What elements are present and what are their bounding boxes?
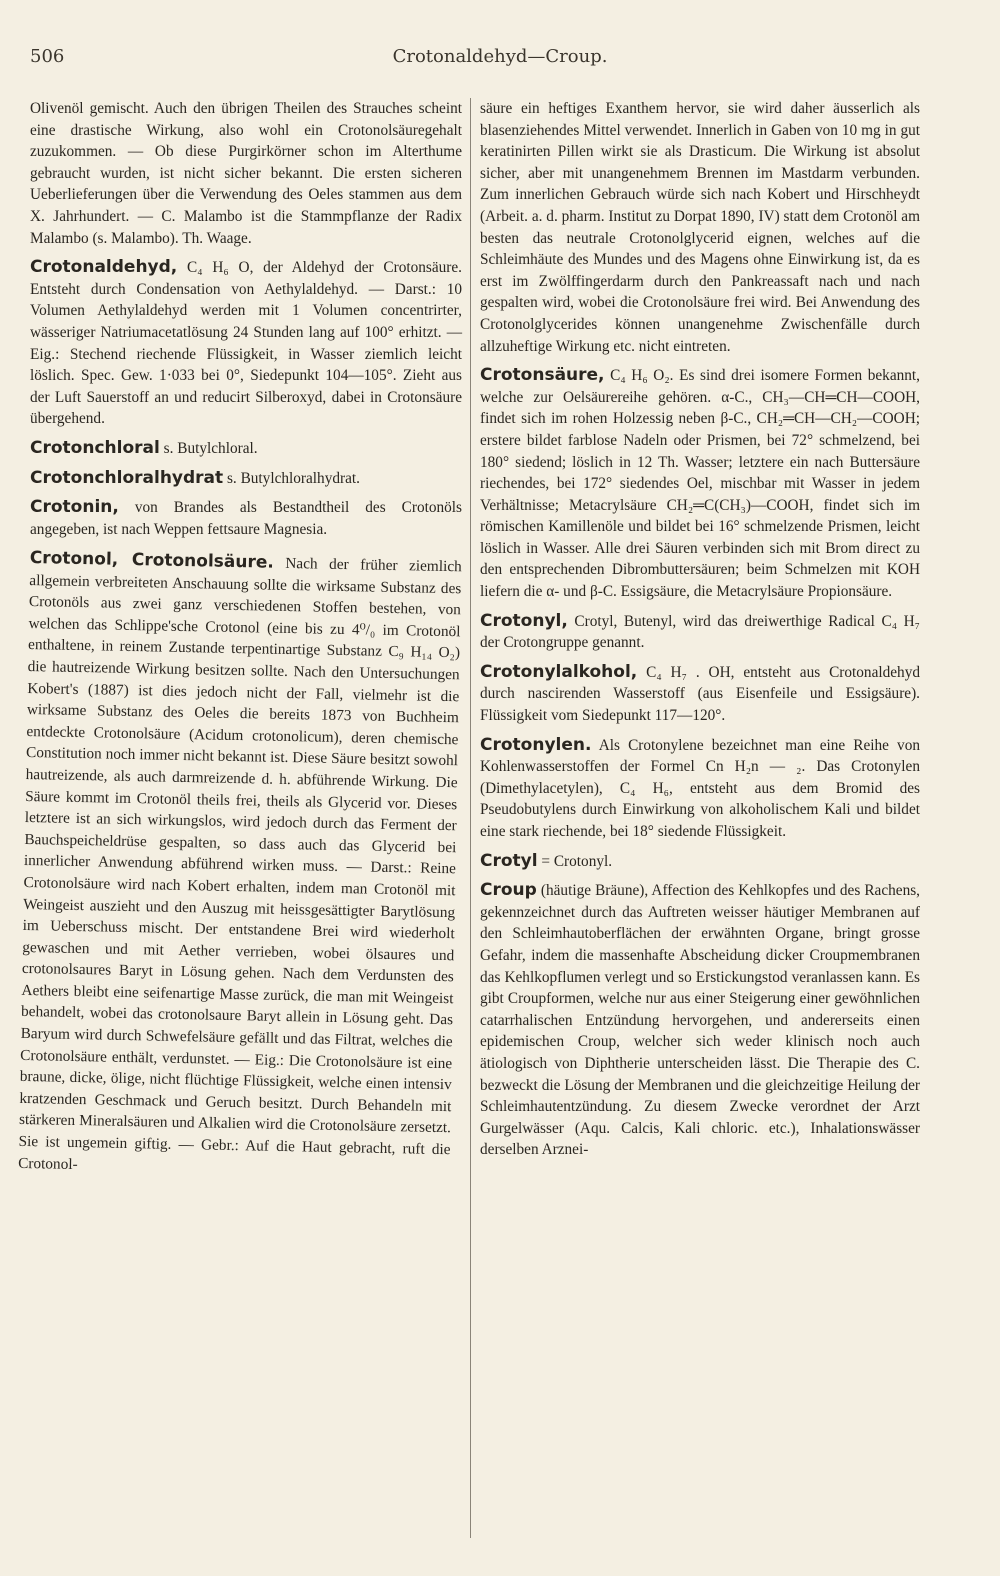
entry-crotonol	[18, 548, 462, 1182]
entry-text: C₄ H₆ O₂. Es sind drei isomere Formen bekannt, welche zur Oelsäurereihe gehören. α-C., CH₃—CH═CH—COOH, findet sich im rohen Holzessig neben β-C., CH₂═CH—CH₂—COOH; erstere bildet farblose Nadeln oder Prismen, bei 72° schmelzend, bei 180° siedend; löslich in 12 Th. Wasser; letztere ein nach Buttersäure riechendes, bei 172° siedendes Oel, mischbar mit Wasser in jedem Verhältnisse; Metacrylsäure CH₂═C(CH₃)—COOH, findet sich im römischen Kamillenöle und bildet bei 16° schmelzende Prismen, leicht löslich in Wasser. Alle drei Säuren verbinden sich mit Brom direct zu den entsprechenden Dibrombuttersäuren; beim Schmelzen mit KOH liefern die α- und β-C. Essigsäure, die Metacrylsäure Propionsäure.	[480, 367, 920, 601]
entry-headword: Crotonin,	[30, 497, 119, 518]
entry-crotonchloralhydrat	[30, 468, 462, 490]
entry-text: säure ein heftiges Exanthem hervor, sie wird daher äusserlich als blasenziehendes Mittel verwendet. Innerlich in Gaben von 10 mg in gut keratinirten Pillen wirkt sie als Drasticum. Die Wirkung ist absolut sicher, aber mit unangenehmem Brennen im Mastdarm verbunden. Zum innerlichen Gebrauch würde sich nach Kobert und Hirschheydt (Arbeit. a. d. pharm. Institut zu Dorpat 1890, IV) statt dem Crotonöl am besten das neutrale Crotonolglycerid eignen, welches auf die Schleimhäute des Mundes und des Magens ohne Einwirkung ist, da es erst im Zwölffingerdarm durch den Pankreassaft nach und nach gespalten wird, wobei die Crotonolsäure frei wird. Bei Anwendung des Crotonolglycerides können unangenehme Zwischenfälle durch allzuheftige Wirkung etc. nicht eintreten.	[480, 100, 920, 355]
entry-croup	[480, 880, 920, 1161]
entry-headword: Crotonchloral	[30, 437, 160, 458]
entry-text: = Crotonyl.	[541, 852, 613, 870]
entry-text: Olivenöl gemischt. Auch den übrigen Theilen des Strauches scheint eine drastische Wirkung, also wohl ein Crotonolsäuregehalt zuzukommen. — Ob diese Purgirkörner schon im Alterthume gebraucht wurden, ist nicht sicher bekannt. Die ersten sicheren Ueberlieferungen über die Verwendung des Oeles stammen aus dem X. Jahrhundert. — C. Malambo ist die Stammpflanze der Radix Malambo (s. Malambo). Th. Waage.	[30, 100, 462, 247]
entry-text: s. Butylchloral.	[163, 439, 258, 457]
entry-crotonol-continuation	[480, 98, 920, 357]
entry-headword: Crotonsäure,	[480, 365, 605, 386]
entry-text: Crotyl, Butenyl, wird das dreiwerthige Radical C₄ H₇ der Crotongruppe genannt.	[480, 612, 920, 652]
entry-text: C₄ H₇ . OH, entsteht aus Crotonaldehyd durch nascirenden Wasserstoff (aus Eisenfeile und Essigsäure). Flüssigkeit vom Siedepunkt 117—120°.	[480, 663, 920, 725]
entry-crotonylalkohol	[480, 662, 920, 727]
entry-crotonchloral	[30, 438, 462, 460]
entry-text: (häutige Bräune), Affection des Kehlkopfes und des Rachens, gekennzeichnet durch das Auftreten weisser häutiger Membranen auf den Schleimhautoberflächen der erwähnten Organe, bringt grosse Gefahr, indem die massenhafte Abscheidung dicker Croupmembranen das Kehlkopflumen verlegt und so Erstickungstod veranlassen kann. Es gibt Croupformen, welche nur aus einer Steigerung einer gewöhnlichen catarrhalischen Entzündung hervorgehen, und andererseits einen epidemischen Croup, welcher sich weder klinisch noch auch ätiologisch von Diphtherie unterscheiden lässt. Die Therapie des C. bezweckt die Lösung der Membranen und die gleichzeitige Heilung der Schleimhautentzündung. Zu diesem Zwecke verordnet der Arzt Gurgelwässer (Aqu. Calcis, Kali chloric. etc.), Inhalationswässer derselben Arznei-	[480, 882, 920, 1159]
entry-text: Als Crotonylene bezeichnet man eine Reihe von Kohlenwasserstoffen der Formel Cn H₂n — ₂. Das Crotonylen (Dimethylacetylen), C₄ H₆, entsteht aus dem Bromid des Pseudobutylens durch Einwirkung von alkoholischem Kali und bildet eine stark riechende, bei 18° siedende Flüssigkeit.	[480, 736, 920, 840]
entry-crotonoel-continuation	[30, 98, 462, 249]
right-column	[480, 98, 920, 1548]
entry-headword: Croup	[480, 880, 537, 901]
entry-text: von Brandes als Bestandtheil des Crotonöls angegeben, ist nach Weppen fettsaure Magnesia.	[30, 499, 462, 538]
entry-headword: Crotonol, Crotonolsäure.	[29, 548, 275, 573]
entry-headword: Crotonylen.	[480, 734, 592, 755]
entry-headword: Crotyl	[480, 850, 538, 871]
entry-headword: Crotonchloralhydrat	[30, 467, 224, 488]
entry-crotonsaeure	[480, 365, 920, 603]
entry-crotonaldehyd	[30, 257, 462, 430]
entry-text: s. Butylchloralhydrat.	[226, 469, 360, 487]
entry-headword: Crotonylalkohol,	[480, 661, 638, 682]
entry-headword: Crotonaldehyd,	[30, 257, 178, 278]
entry-crotyl	[480, 851, 920, 873]
entry-crotonylen	[480, 735, 920, 843]
left-column	[18, 98, 462, 1548]
entry-crotonyl	[480, 611, 920, 654]
page-header	[30, 46, 970, 74]
running-title: Crotonaldehyd—Croup.	[392, 46, 608, 67]
entry-text: C₄ H₆ O, der Aldehyd der Crotonsäure. Entsteht durch Condensation von Aethylaldehyd. — Darst.: 10 Volumen Aethylaldehyd werden mit 1 Volumen concentrirter, wässeriger Natriumacetatlösung 24 Stunden lang auf 100° erhitzt. — Eig.: Stechend riechende Flüssigkeit, in Wasser ziemlich leicht löslich. Spec. Gew. 1·033 bei 0°, Siedepunkt 104—105°. Zieht aus der Luft Sauerstoff an und reducirt Silberoxyd, dabei in Crotonsäure übergehend.	[30, 259, 462, 428]
entry-headword: Crotonyl,	[480, 610, 568, 631]
page-number: 506	[30, 46, 65, 67]
entry-crotonin	[30, 497, 462, 540]
column-divider	[470, 98, 471, 1538]
entry-text: Nach der früher ziemlich allgemein verbreiteten Anschauung sollte die wirksame Substanz des Crotonöls aus zwei ganz verschiedenen Stoffen bestehen, von welchen das Schlippe'sche Crotonol (eine bis zu 4⁰/₀ im Crotonöl enthaltene, in reinem Zustande terpentinartige Substanz C₉ H₁₄ O₂) die hautreizende Wirkung besitzen sollte. Nach den Untersuchungen Kobert's (1887) ist dies jedoch nicht der Fall, vielmehr ist die wirksame Substanz des Oeles die bereits 1873 von Buchheim entdeckte Crotonolsäure (Acidum crotonolicum), deren chemische Constitution noch immer nicht bekannt ist. Diese Säure besitzt sowohl hautreizende, als auch darmreizende d. h. abführende Wirkung. Die Säure kommt im Crotonöl theils frei, theils als Glycerid vor. Dieses letztere ist an sich wirkungslos, wird jedoch durch das Ferment der Bauchspeicheldrüse gespalten, so dass auch das Glycerid bei innerlicher Anwendung abführend wirken muss. — Darst.: Reine Crotonolsäure wird nach Kobert erhalten, indem man Crotonöl mit Weingeist auszieht und den Auszug mit heissgesättigter Barytlösung im Ueberschuss mischt. Der entstandene Brei wird wiederholt gewaschen und mit Aether verrieben, wobei ölsaures und crotonolsaures Baryt in Lösung gehen. Nach dem Verdunsten des Aethers bleibt eine seifenartige Masse zurück, die man mit Weingeist behandelt, wobei das crotonolsaure Baryt allein in Lösung geht. Das Baryum wird durch Schwefelsäure gefällt und das Filtrat, welches die Crotonolsäure enthält, verdunstet. — Eig.: Die Crotonolsäure ist eine braune, dicke, ölige, nicht flüchtige Flüssigkeit, welche einen intensiv kratzenden Geschmack und Geruch besitzt. Durch Behandeln mit stärkeren Mineralsäuren und Alkalien wird die Crotonolsäure zersetzt. Sie ist ungemein giftig. — Gebr.: Auf die Haut gebracht, ruft die Crotonol-	[18, 555, 462, 1173]
